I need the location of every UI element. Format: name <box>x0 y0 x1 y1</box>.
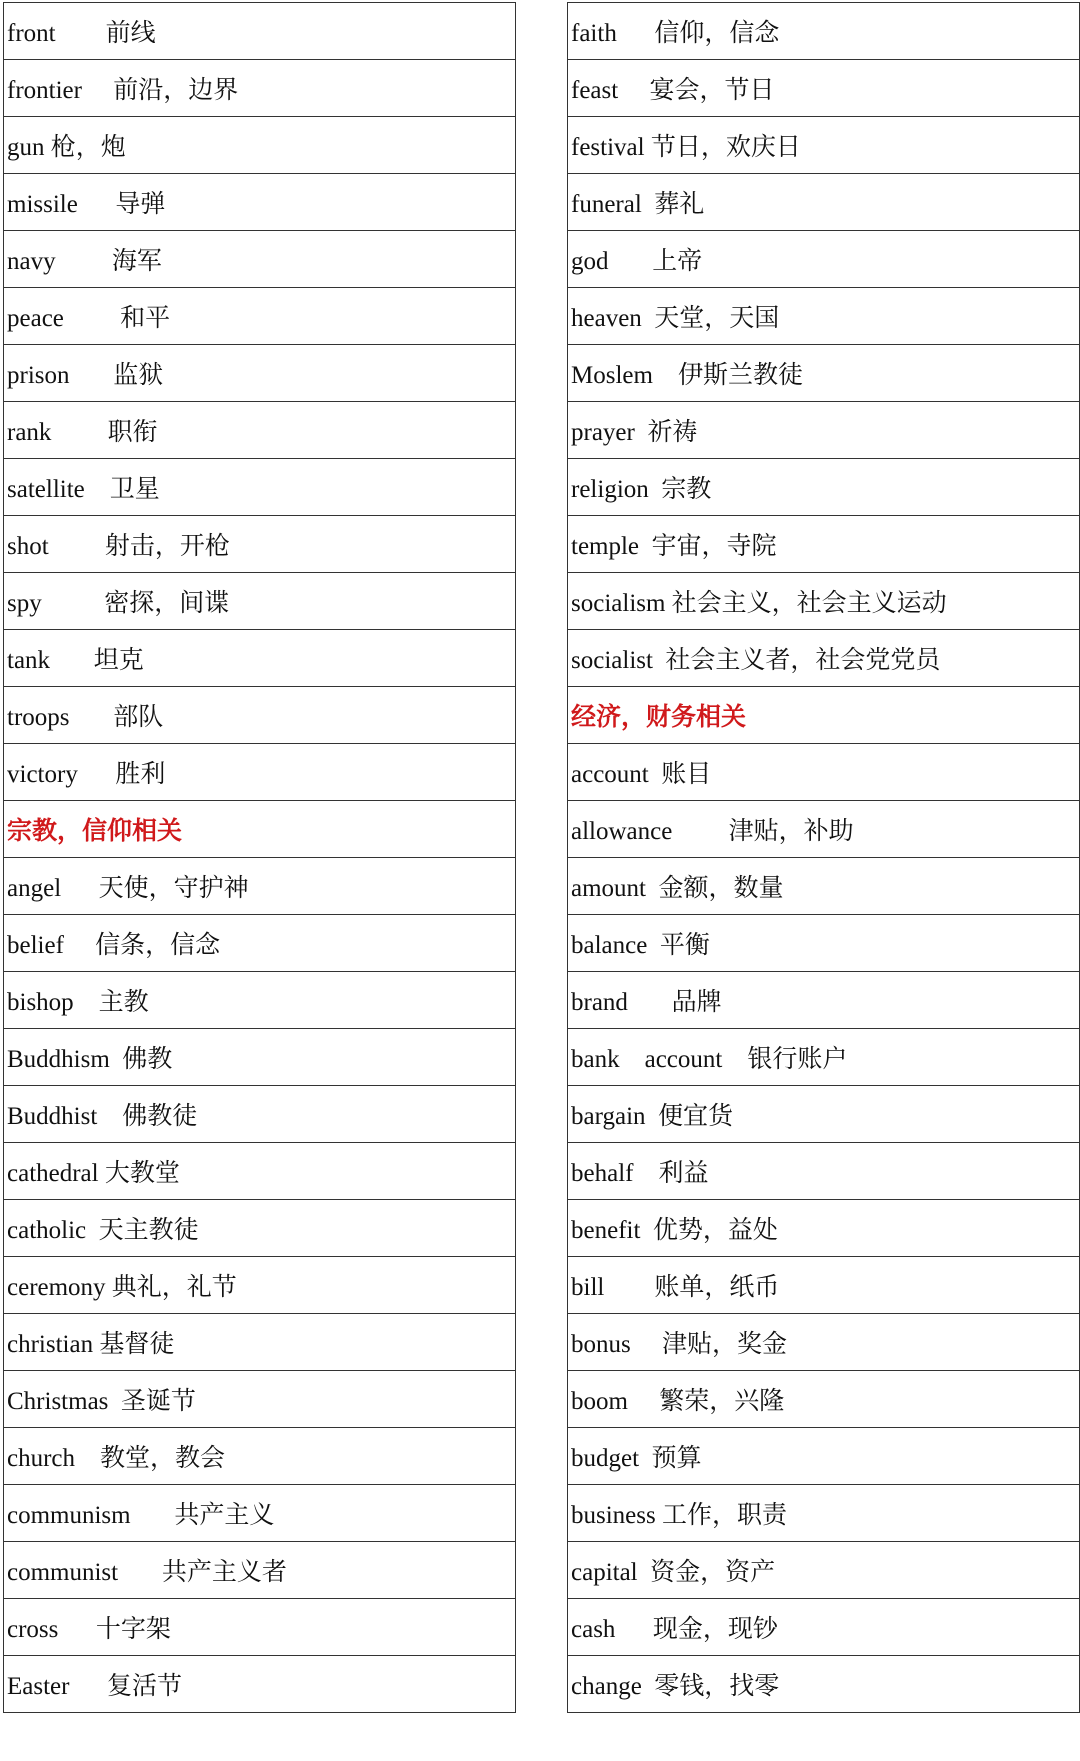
vocab-row: temple 宇宙，寺院 <box>568 516 1079 573</box>
vocab-row: budget 预算 <box>568 1428 1079 1485</box>
vocab-row: gun 枪，炮 <box>4 117 515 174</box>
vocab-row: missile 导弹 <box>4 174 515 231</box>
vocab-row: allowance 津贴，补助 <box>568 801 1079 858</box>
vocab-row: Buddhism 佛教 <box>4 1029 515 1086</box>
vocab-row: balance 平衡 <box>568 915 1079 972</box>
vocab-row: cathedral 大教堂 <box>4 1143 515 1200</box>
vocab-row: cash 现金，现钞 <box>568 1599 1079 1656</box>
vocab-row: Buddhist 佛教徒 <box>4 1086 515 1143</box>
vocab-row: religion 宗教 <box>568 459 1079 516</box>
vocab-row: Christmas 圣诞节 <box>4 1371 515 1428</box>
vocab-row: socialist 社会主义者，社会党党员 <box>568 630 1079 687</box>
vocab-row: prison 监狱 <box>4 345 515 402</box>
vocab-row: change 零钱，找零 <box>568 1656 1079 1713</box>
vocab-row: frontier 前沿，边界 <box>4 60 515 117</box>
vocab-row: bank account 银行账户 <box>568 1029 1079 1086</box>
vocab-row: god 上帝 <box>568 231 1079 288</box>
vocab-row: prayer 祈祷 <box>568 402 1079 459</box>
vocab-row: navy 海军 <box>4 231 515 288</box>
vocab-row: rank 职衔 <box>4 402 515 459</box>
vocab-row: tank 坦克 <box>4 630 515 687</box>
vocab-row: belief 信条，信念 <box>4 915 515 972</box>
vocab-row: satellite 卫星 <box>4 459 515 516</box>
vocab-row: Easter 复活节 <box>4 1656 515 1713</box>
vocab-row: catholic 天主教徒 <box>4 1200 515 1257</box>
vocab-row: capital 资金，资产 <box>568 1542 1079 1599</box>
vocab-row: business 工作，职责 <box>568 1485 1079 1542</box>
vocab-row: brand 品牌 <box>568 972 1079 1029</box>
vocab-row: angel 天使，守护神 <box>4 858 515 915</box>
vocab-row: bill 账单，纸币 <box>568 1257 1079 1314</box>
section-heading: 经济，财务相关 <box>568 687 1079 744</box>
vocab-row: peace 和平 <box>4 288 515 345</box>
left-vocab-table <box>3 2 516 1713</box>
vocab-row: troops 部队 <box>4 687 515 744</box>
vocab-row: ceremony 典礼，礼节 <box>4 1257 515 1314</box>
vocab-row: Moslem 伊斯兰教徒 <box>568 345 1079 402</box>
vocab-row: victory 胜利 <box>4 744 515 801</box>
vocab-row: benefit 优势，益处 <box>568 1200 1079 1257</box>
vocab-row: boom 繁荣，兴隆 <box>568 1371 1079 1428</box>
vocab-row: front 前线 <box>4 3 515 60</box>
vocab-row: behalf 利益 <box>568 1143 1079 1200</box>
vocab-row: communism 共产主义 <box>4 1485 515 1542</box>
vocab-row: socialism 社会主义，社会主义运动 <box>568 573 1079 630</box>
vocab-row: christian 基督徒 <box>4 1314 515 1371</box>
section-heading: 宗教，信仰相关 <box>4 801 515 858</box>
vocab-row: feast 宴会，节日 <box>568 60 1079 117</box>
vocab-row: spy 密探，间谍 <box>4 573 515 630</box>
vocab-row: faith 信仰，信念 <box>568 3 1079 60</box>
vocab-row: festival 节日，欢庆日 <box>568 117 1079 174</box>
vocab-row: bargain 便宜货 <box>568 1086 1079 1143</box>
vocab-row: funeral 葬礼 <box>568 174 1079 231</box>
vocab-row: amount 金额，数量 <box>568 858 1079 915</box>
right-vocab-table <box>567 2 1080 1713</box>
vocab-row: shot 射击，开枪 <box>4 516 515 573</box>
vocab-row: church 教堂，教会 <box>4 1428 515 1485</box>
vocab-row: heaven 天堂，天国 <box>568 288 1079 345</box>
vocab-row: bonus 津贴，奖金 <box>568 1314 1079 1371</box>
vocab-row: communist 共产主义者 <box>4 1542 515 1599</box>
vocab-row: bishop 主教 <box>4 972 515 1029</box>
vocab-row: account 账目 <box>568 744 1079 801</box>
vocab-row: cross 十字架 <box>4 1599 515 1656</box>
